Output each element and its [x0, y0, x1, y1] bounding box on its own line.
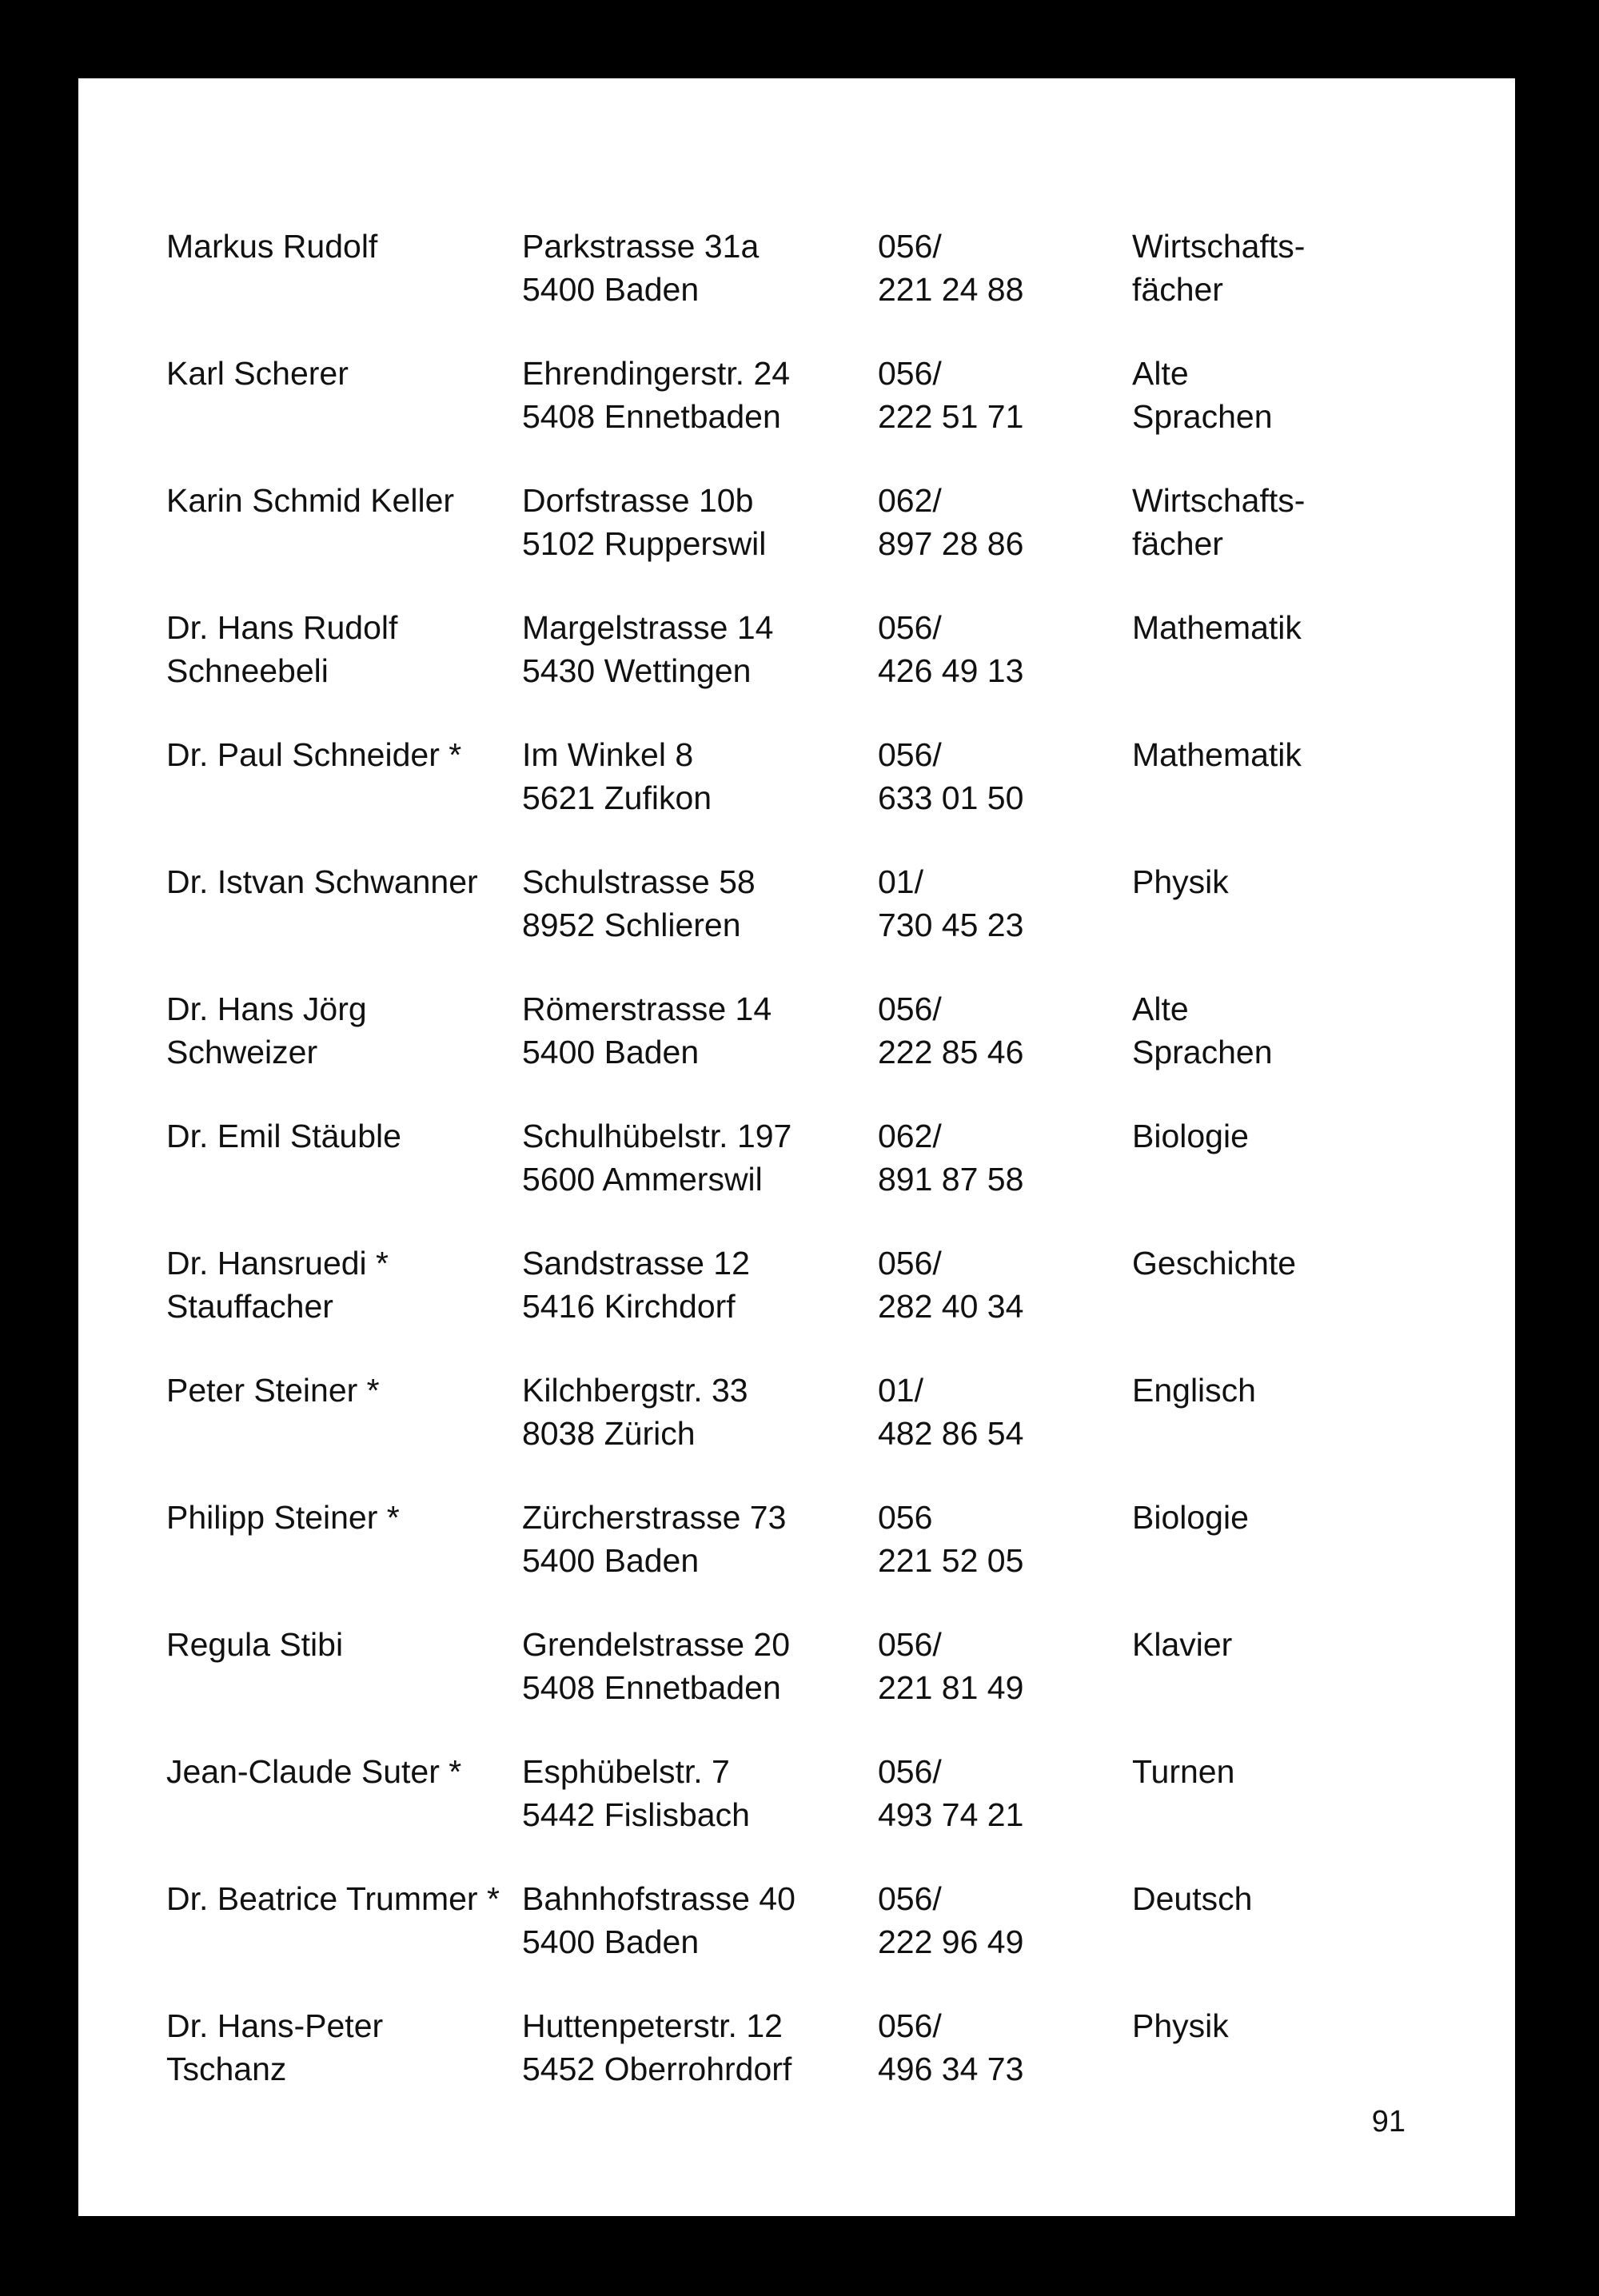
entry-phone [878, 606, 1023, 692]
entry-phone [878, 2004, 1023, 2091]
entry-subject [1132, 1369, 1256, 1412]
subject-line: Alte [1132, 991, 1189, 1027]
entry-subject [1132, 479, 1305, 565]
name-line: Dr. Hans Rudolf [166, 609, 398, 646]
name-line: Dr. Hansruedi * [166, 1245, 389, 1282]
address-street: Huttenpeterstr. 12 [522, 2007, 783, 2044]
entry-phone [878, 860, 1023, 947]
entry-phone [878, 1750, 1023, 1836]
phone-number: 891 87 58 [878, 1161, 1024, 1198]
entry-phone [878, 987, 1023, 1074]
address-city: 5442 Fislisbach [522, 1796, 750, 1833]
entry-phone [878, 1369, 1023, 1455]
address-city: 5400 Baden [522, 1034, 700, 1070]
address-street: Dorfstrasse 10b [522, 482, 754, 519]
address-city: 5408 Ennetbaden [522, 398, 781, 435]
phone-area-code: 056/ [878, 609, 942, 646]
phone-number: 730 45 23 [878, 907, 1024, 943]
entry-phone [878, 1242, 1023, 1328]
name-line: Peter Steiner * [166, 1372, 380, 1409]
entry-name [166, 1496, 400, 1539]
phone-area-code: 056 [878, 1499, 933, 1536]
subject-line: Turnen [1132, 1753, 1235, 1790]
phone-number: 897 28 86 [878, 525, 1024, 562]
directory-entry [166, 1369, 1477, 1496]
entry-subject [1132, 1242, 1296, 1285]
address-street: Esphübelstr. 7 [522, 1753, 730, 1790]
subject-line: Alte [1132, 355, 1189, 392]
phone-area-code: 056/ [878, 2007, 942, 2044]
entry-name [166, 352, 349, 395]
phone-area-code: 01/ [878, 1372, 923, 1409]
phone-area-code: 01/ [878, 863, 923, 900]
address-city: 5600 Ammerswil [522, 1161, 763, 1198]
phone-number: 222 85 46 [878, 1034, 1024, 1070]
directory-list [166, 225, 1477, 2131]
name-line: Regula Stibi [166, 1626, 344, 1663]
entry-subject [1132, 733, 1302, 776]
entry-subject [1132, 2004, 1229, 2047]
phone-area-code: 056/ [878, 1880, 942, 1917]
name-line: Dr. Hans Jörg [166, 991, 367, 1027]
entry-address [522, 352, 790, 438]
entry-name [166, 987, 367, 1074]
entry-name [166, 1750, 461, 1793]
entry-phone [878, 1114, 1023, 1201]
entry-address [522, 1877, 796, 1963]
name-line: Dr. Paul Schneider * [166, 736, 462, 773]
entry-phone [878, 1877, 1023, 1963]
entry-subject [1132, 1496, 1249, 1539]
address-street: Kilchbergstr. 33 [522, 1372, 748, 1409]
address-street: Ehrendingerstr. 24 [522, 355, 791, 392]
entry-phone [878, 479, 1023, 565]
phone-number: 426 49 13 [878, 652, 1024, 689]
entry-subject [1132, 1750, 1234, 1793]
subject-line: Wirtschafts- [1132, 228, 1306, 265]
phone-number: 282 40 34 [878, 1288, 1024, 1325]
entry-subject [1132, 860, 1229, 903]
entry-subject [1132, 606, 1302, 649]
subject-line: fächer [1132, 271, 1223, 308]
phone-number: 482 86 54 [878, 1415, 1024, 1452]
phone-area-code: 062/ [878, 1118, 942, 1154]
subject-line: Klavier [1132, 1626, 1233, 1663]
entry-phone [878, 225, 1023, 311]
entry-address [522, 733, 712, 819]
directory-entry [166, 987, 1477, 1114]
name-line: Markus Rudolf [166, 228, 378, 265]
entry-address [522, 2004, 792, 2091]
entry-name [166, 1623, 343, 1666]
entry-phone [878, 352, 1023, 438]
document-page [78, 78, 1515, 2216]
phone-number: 222 96 49 [878, 1923, 1024, 1960]
name-line: Dr. Istvan Schwanner [166, 863, 478, 900]
name-line: Philipp Steiner * [166, 1499, 400, 1536]
entry-address [522, 987, 772, 1074]
address-city: 5452 Oberrohrdorf [522, 2051, 792, 2087]
name-line: Dr. Hans-Peter [166, 2007, 384, 2044]
directory-entry [166, 1496, 1477, 1623]
entry-phone [878, 1496, 1023, 1582]
directory-entry [166, 606, 1477, 733]
subject-line: Deutsch [1132, 1880, 1253, 1917]
directory-entry [166, 1623, 1477, 1750]
address-city: 8952 Schlieren [522, 907, 741, 943]
directory-entry [166, 733, 1477, 860]
phone-area-code: 056/ [878, 1626, 942, 1663]
subject-line: Biologie [1132, 1499, 1249, 1536]
entry-subject [1132, 352, 1273, 438]
address-city: 5400 Baden [522, 1923, 700, 1960]
name-line: Jean-Claude Suter * [166, 1753, 462, 1790]
address-street: Parkstrasse 31a [522, 228, 760, 265]
subject-line: Wirtschafts- [1132, 482, 1306, 519]
subject-line: Mathematik [1132, 736, 1302, 773]
phone-number: 221 24 88 [878, 271, 1024, 308]
address-city: 5400 Baden [522, 1542, 700, 1579]
entry-address [522, 1242, 750, 1328]
entry-address [522, 860, 756, 947]
address-street: Schulstrasse 58 [522, 863, 756, 900]
name-line: Tschanz [166, 2051, 287, 2087]
phone-area-code: 056/ [878, 228, 942, 265]
address-street: Im Winkel 8 [522, 736, 694, 773]
entry-subject [1132, 1114, 1249, 1158]
entry-name [166, 1242, 389, 1328]
directory-entry [166, 860, 1477, 987]
subject-line: Sprachen [1132, 398, 1273, 435]
phone-number: 633 01 50 [878, 779, 1024, 816]
entry-address [522, 1369, 748, 1455]
phone-number: 221 81 49 [878, 1669, 1024, 1706]
entry-address [522, 1496, 786, 1582]
directory-entry [166, 2004, 1477, 2131]
directory-entry [166, 479, 1477, 606]
entry-subject [1132, 987, 1273, 1074]
directory-entry [166, 1242, 1477, 1369]
address-street: Sandstrasse 12 [522, 1245, 750, 1282]
phone-number: 493 74 21 [878, 1796, 1024, 1833]
phone-area-code: 056/ [878, 355, 942, 392]
entry-name [166, 860, 478, 903]
entry-address [522, 1623, 790, 1709]
entry-phone [878, 1623, 1023, 1709]
phone-area-code: 056/ [878, 991, 942, 1027]
name-line: Karl Scherer [166, 355, 349, 392]
directory-entry [166, 352, 1477, 479]
address-city: 5416 Kirchdorf [522, 1288, 736, 1325]
entry-subject [1132, 1877, 1252, 1920]
name-line: Dr. Beatrice Trummer * [166, 1880, 500, 1917]
entry-address [522, 479, 766, 565]
name-line: Karin Schmid Keller [166, 482, 455, 519]
phone-number: 222 51 71 [878, 398, 1024, 435]
address-street: Schulhübelstr. 197 [522, 1118, 792, 1154]
phone-area-code: 062/ [878, 482, 942, 519]
name-line: Schneebeli [166, 652, 329, 689]
address-city: 8038 Zürich [522, 1415, 696, 1452]
directory-entry [166, 1750, 1477, 1877]
address-street: Bahnhofstrasse 40 [522, 1880, 796, 1917]
subject-line: Physik [1132, 2007, 1229, 2044]
entry-address [522, 606, 773, 692]
address-city: 5408 Ennetbaden [522, 1669, 781, 1706]
address-street: Römerstrasse 14 [522, 991, 772, 1027]
address-city: 5430 Wettingen [522, 652, 752, 689]
subject-line: Englisch [1132, 1372, 1256, 1409]
entry-subject [1132, 1623, 1232, 1666]
subject-line: Biologie [1132, 1118, 1249, 1154]
phone-area-code: 056/ [878, 736, 942, 773]
name-line: Schweizer [166, 1034, 318, 1070]
directory-entry [166, 225, 1477, 352]
entry-address [522, 225, 759, 311]
subject-line: Sprachen [1132, 1034, 1273, 1070]
address-street: Margelstrasse 14 [522, 609, 774, 646]
phone-area-code: 056/ [878, 1753, 942, 1790]
entry-name [166, 479, 454, 522]
subject-line: Physik [1132, 863, 1229, 900]
phone-number: 496 34 73 [878, 2051, 1024, 2087]
phone-area-code: 056/ [878, 1245, 942, 1282]
name-line: Dr. Emil Stäuble [166, 1118, 401, 1154]
entry-name [166, 1114, 401, 1158]
subject-line: Geschichte [1132, 1245, 1297, 1282]
entry-name [166, 606, 397, 692]
subject-line: fächer [1132, 525, 1223, 562]
entry-name [166, 2004, 383, 2091]
phone-number: 221 52 05 [878, 1542, 1024, 1579]
address-city: 5400 Baden [522, 271, 700, 308]
directory-entry [166, 1877, 1477, 2004]
entry-name [166, 1877, 500, 1920]
entry-name [166, 1369, 380, 1412]
entry-name [166, 733, 461, 776]
address-street: Grendelstrasse 20 [522, 1626, 791, 1663]
address-city: 5102 Rupperswil [522, 525, 767, 562]
entry-subject [1132, 225, 1305, 311]
name-line: Stauffacher [166, 1288, 333, 1325]
entry-address [522, 1114, 792, 1201]
address-street: Zürcherstrasse 73 [522, 1499, 787, 1536]
directory-entry [166, 1114, 1477, 1242]
entry-phone [878, 733, 1023, 819]
page-number: 91 [1371, 2105, 1406, 2139]
address-city: 5621 Zufikon [522, 779, 712, 816]
entry-address [522, 1750, 750, 1836]
subject-line: Mathematik [1132, 609, 1302, 646]
entry-name [166, 225, 377, 268]
